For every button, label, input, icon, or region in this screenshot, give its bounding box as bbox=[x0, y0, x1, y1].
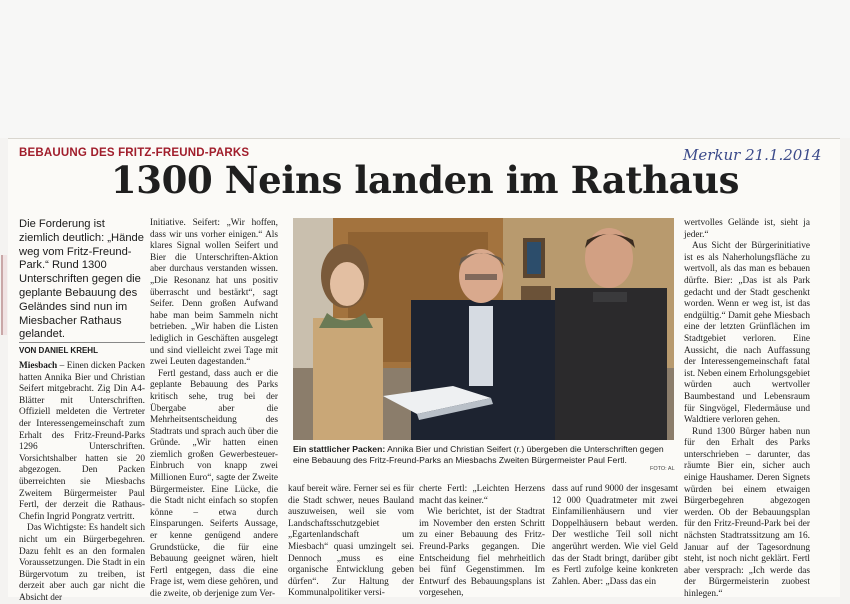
photo-credit: FOTO: AL bbox=[650, 466, 675, 472]
paragraph: Rund 1300 Bürger haben nun für den Erhalt des Parks unterschrieben – darunter, das räumte Bier ein, sicher auch einige Haushamer. Deren Signets würden bei einem etwaigen Bürgerbegehren abgezogen werden. Ob der Bebauungsplan für den Fritz-Freund-Park bei der nächsten Stadtratssitzung am 16. Januar auf der Tagesordnung steht, ist noch nicht geklärt. Fertl aber versprach: „Ich werde das der Bürgermeisterin zuobest hinlegen.“ bbox=[684, 426, 810, 599]
scan-background bbox=[0, 0, 850, 138]
paragraph bbox=[19, 361, 145, 523]
photo-illustration bbox=[293, 218, 674, 440]
highlight-mark bbox=[1, 255, 7, 335]
article-column-3 bbox=[288, 484, 414, 599]
paragraph: Initiative. Seifert: „Wir hoffen, dass wir uns vorher einigen.“ Als klares Signal wollen Seifert und Bier die Unterschriften-Aktion aber durchaus verstanden wissen. „Die Resonanz hat uns positiv überrascht und bestärkt“, sagt Seifer. Denn großen Aufwand habe man beim Sammeln nicht betrieben. „Wir haben die Listen lediglich in Geschäften ausgelegt und sind vielleicht zwei Tage mit zwei Leuten dagestanden.“ bbox=[150, 218, 278, 368]
caption-text: Annika Bier und Christian Seifert (r.) übergeben die Unterschriften gegen eine Bebauung des Fritz-Freund-Parks an Miesbachs Zweiten Bürgermeister Paul Fertl. bbox=[293, 444, 664, 465]
section-kicker: BEBAUUNG DES FRITZ-FREUND-PARKS bbox=[19, 147, 250, 159]
dateline: Miesbach bbox=[19, 361, 58, 371]
byline: VON DANIEL KREHL bbox=[19, 342, 145, 355]
photo-caption bbox=[293, 444, 674, 465]
handwritten-date-note: Merkur 21.1.2014 bbox=[683, 146, 822, 164]
lead-paragraph: Die Forderung ist ziemlich deutlich: „Hände weg vom Fritz-Freund-Park.“ Rund 1300 Unterschriften gegen die geplante Bebauung des Geländes sind nun im Miesbacher Rathaus gelandet. bbox=[19, 218, 144, 341]
article-column-1 bbox=[19, 361, 145, 603]
paragraph: wertvolles Gelände ist, sieht ja jeder.“ bbox=[684, 218, 810, 240]
paragraph: kauf bereit wäre. Ferner sei es für die Stadt schwer, neues Bauland auszuweisen, weil sie vom Landschaftsschutzgebiet „Egartenlandschaft um Miesbach“ quasi umzingelt sei. Dennoch „muss es eine organische Entwicklung geben dürfen“. Zur Haltung der Kommunalpolitiker versi- bbox=[288, 484, 414, 599]
paragraph: cherte Fertl: „Leichten Herzens macht das keiner.“ bbox=[419, 484, 545, 506]
headline: 1300 Neins landen im Rathaus bbox=[110, 158, 740, 202]
article-column-4 bbox=[419, 484, 545, 599]
paragraph: Das Wichtigste: Es handelt sich nicht um ein Bürgerbegehren. Dazu fehlt es an den formalen Voraussetzungen. Die Stadt in ein Bürgervotum zu treiben, ist derzeit aber auch gar nicht die Absicht der bbox=[19, 523, 145, 603]
article-photo bbox=[293, 218, 674, 440]
paragraph: Wie berichtet, ist der Stadtrat im November den ersten Schritt zu einer Bebauung des Fritz-Freund-Parks gegangen. Die Entscheidung fiel mehrheitlich bei fünf Gegenstimmen. Im Entwurf des Bebauungsplans ist vorgesehen, bbox=[419, 507, 545, 599]
paragraph: Aus Sicht der Bürgerinitiative ist es als Naherholungsfläche zu wertvoll, als das man es bebauen dürfte. Bier: „Das ist als Park gedacht und der Stadt geschenkt worden. Wenn er weg ist, ist das endgültig.“ Damit gehe Miesbach eine der letzten Grünflächen im Stadtgebiet verloren. Eine Aussicht, die nach Auffassung der Interessengemeinschaft fatal ist. Neben einem Erholungsgebiet würden auch wertvoller Baumbestand und Lebensraum für Singvögel, Fledermäuse und Waldtiere verloren gehen. bbox=[684, 241, 810, 426]
paragraph: Fertl gestand, dass auch er die geplante Bebauung des Parks kritisch sehe, trug bei der Übergabe aber die Mehrheitsentscheidung des Stadtrats und sprach auch über die Gründe. „Wir hatten einen ziemlich großen Gewerbesteuer-Einbruch von knapp zwei Millionen Euro“, sagte der Zweite Bürgermeister. Eine Lücke, die die Stadt nicht einfach so stopfen könne – etwa durch Einsparungen. Seiferts Aussage, er kenne genügend andere Grundstücke, die für eine Bebauung geeignet wären, hielt Fertl entgegen, dass die eine Frage ist, wem diese gehören, und die zweite, ob derjenige zum Ver- bbox=[150, 368, 278, 599]
article-column-5 bbox=[552, 484, 678, 594]
article-column-6 bbox=[684, 218, 810, 599]
caption-lead: Ein stattlicher Packen: bbox=[293, 444, 386, 454]
paragraph: dass auf rund 9000 der insgesamt 12 000 Quadratmeter mit zwei Einfamilienhäusern und vier Doppelhäusern bebaut werden. Der westliche Teil soll nicht angerührt werden. Wie viel Geld das der Stadt bringt, darüber gibt es Fertl zufolge keine konkreten Zahlen. Aber: „Dass das ein bbox=[552, 484, 678, 587]
article-column-2 bbox=[150, 218, 278, 599]
paragraph-text: – Einen dicken Packen hatten Annika Bier und Christian Seifert mitgebracht. Zig Din A4-Blätter mit Unterschriften. Offiziell meldeten die Vertreter der Interessengemeinschaft zum Erhalt des Fritz-Freund-Parks 1296 Unterschriften. Vorsichtshalber hatten sie 20 abgezogen. Den Packen überreichten sie Miesbachs Zweitem Bürgermeister Paul Fertl, der derzeit die Rathaus-Chefin Ingrid Pongratz vertritt. bbox=[19, 361, 145, 522]
